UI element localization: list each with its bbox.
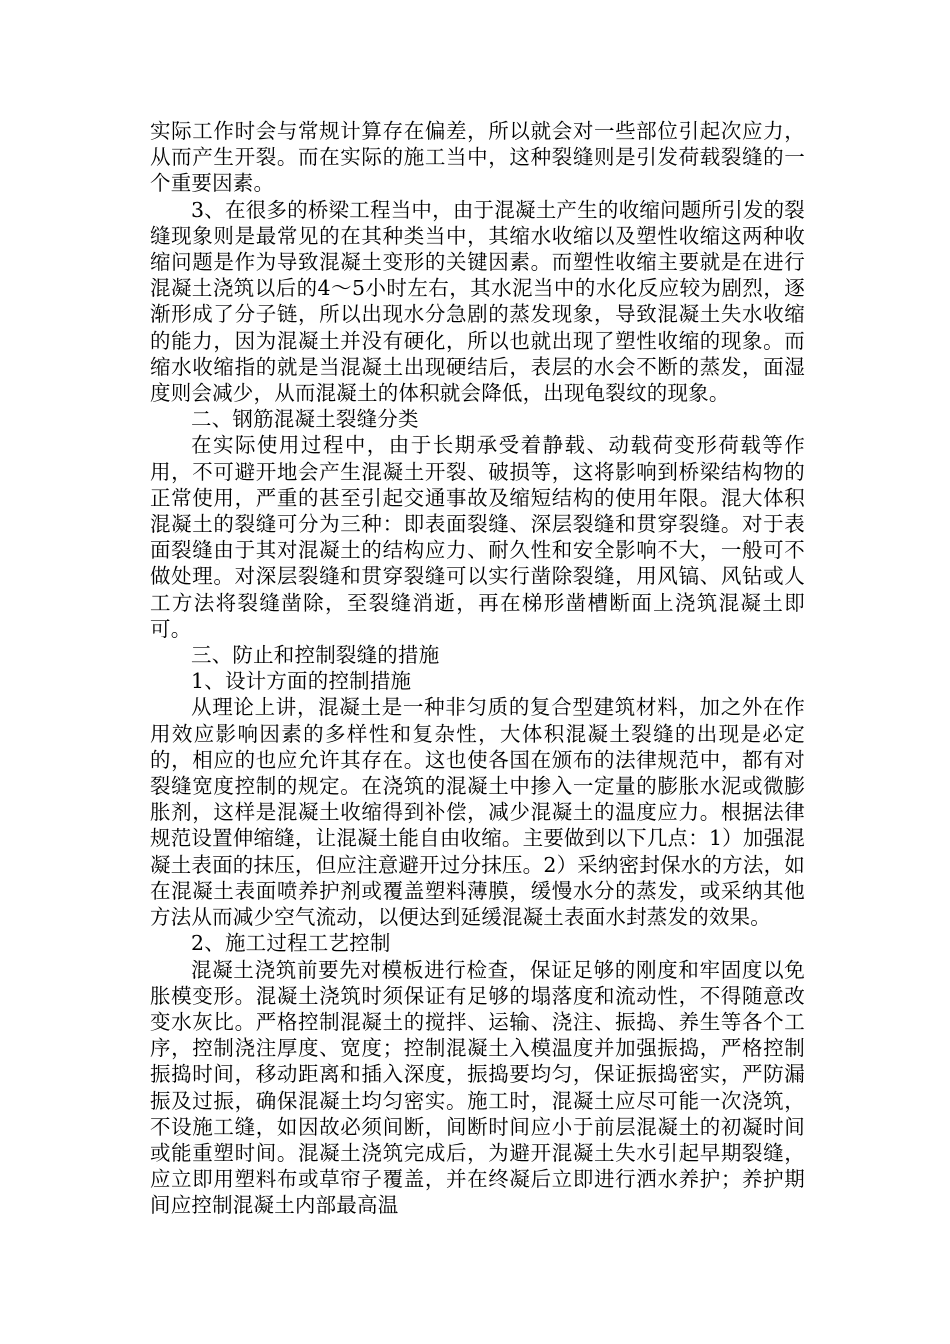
body-paragraph: 3、在很多的桥梁工程当中，由于混凝土产生的收缩问题所引发的裂缝现象则是最常见的在其种类当中，其缩水收缩以及塑性收缩这两种收缩问题是作为导致混凝土变形的关键因素。而塑性收缩主要就是在进行混凝土浇筑以后的4～5小时左右，其水泥当中的水化反应较为剧烈，逐渐形成了分子链，所以出现水分急剧的蒸发现象，导致混凝土失水收缩的能力，因为混凝土并没有硬化，所以也就出现了塑性收缩的现象。而缩水收缩指的就是当混凝土出现硬结后，表层的水会不断的蒸发，面湿度则会减少，从而混凝土的体积就会降低，出现龟裂纹的现象。 <box>150 197 805 406</box>
section-heading: 二、钢筋混凝土裂缝分类 <box>191 407 419 432</box>
body-paragraph: 混凝土浇筑前要先对模板进行检查，保证足够的刚度和牢固度以免胀模变形。混凝土浇筑时须保证有足够的塌落度和流动性，不得随意改变水灰比。严格控制混凝土的搅拌、运输、浇注、振捣、养生等各个工序，控制浇注厚度、宽度；控制混凝土入模温度并加强振捣，严格控制振捣时间，移动距离和插入深度，振捣要均匀，保证振捣密实，严防漏振及过振，确保混凝土均匀密实。施工时，混凝土应尽可能一次浇筑，不设施工缝，如因故必须间断，间断时间应小于前层混凝土的初凝时间或能重塑时间。混凝土浇筑完成后，为避开混凝土失水引起早期裂缝，应立即用塑料布或草帘子覆盖，并在终凝后立即进行洒水养护；养护期间应控制混凝土内部最高温 <box>150 957 805 1218</box>
body-paragraph: 从理论上讲，混凝土是一种非匀质的复合型建筑材料，加之外在作用效应影响因素的多样性和复杂性，大体积混凝土裂缝的出现是必定的，相应的也应允许其存在。这也使各国在颁布的法律规范中，都有对裂缝宽度控制的规定。在浇筑的混凝土中掺入一定量的膨胀水泥或微膨胀剂，这样是混凝土收缩得到补偿，减少混凝土的温度应力。根据法律规范设置伸缩缝，让混凝土能自由收缩。主要做到以下几点：1）加强混凝土表面的抹压，但应注意避开过分抹压。2）采纳密封保水的方法，如在混凝土表面喷养护剂或覆盖塑料薄膜，缓慢水分的蒸发，或采纳其他方法从而减少空气流动，以便达到延缓混凝土表面水封蒸发的效果。 <box>150 695 805 930</box>
subsection-heading: 1、设计方面的控制措施 <box>191 669 412 694</box>
document-body <box>150 118 805 1219</box>
subsection-heading: 2、施工过程工艺控制 <box>191 931 391 956</box>
body-paragraph: 在实际使用过程中，由于长期承受着静载、动载荷变形荷载等作用，不可避开地会产生混凝土开裂、破损等，这将影响到桥梁结构物的正常使用，严重的甚至引起交通事故及缩短结构的使用年限。混大体积混凝土的裂缝可分为三种：即表面裂缝、深层裂缝和贯穿裂缝。对于表面裂缝由于其对混凝土的结构应力、耐久性和安全影响不大，一般可不做处理。对深层裂缝和贯穿裂缝可以实行凿除裂缝，用风镐、风钻或人工方法将裂缝凿除，至裂缝消逝，再在梯形凿槽断面上浇筑混凝土即可。 <box>150 433 805 641</box>
section-heading: 三、防止和控制裂缝的措施 <box>191 643 440 668</box>
body-paragraph: 实际工作时会与常规计算存在偏差，所以就会对一些部位引起次应力，从而产生开裂。而在实际的施工当中，这种裂缝则是引发荷载裂缝的一个重要因素。 <box>150 119 805 196</box>
